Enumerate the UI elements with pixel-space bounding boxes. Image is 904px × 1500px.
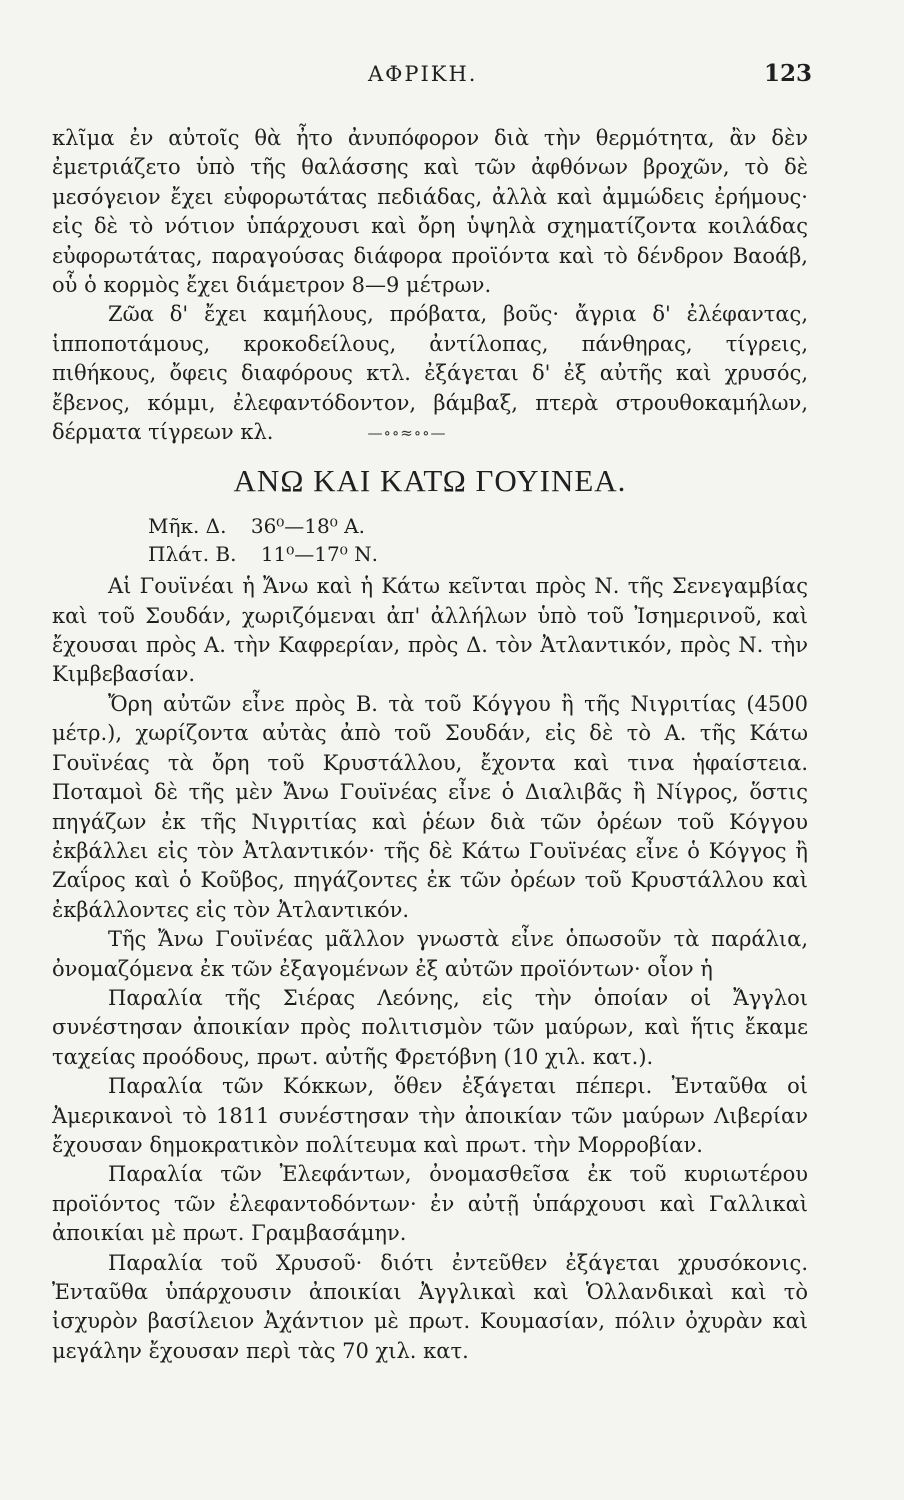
running-head: ΑΦΡΙΚΗ. <box>368 62 478 86</box>
paragraph-animals <box>52 300 808 448</box>
paragraph-mountains-rivers: Ὄρη αὐτῶν εἶνε πρὸς Β. τὰ τοῦ Κόγγου ἢ τῆς Νιγριτίας (4500 μέτρ.), χωρίζοντα αὐτὰς ἀπὸ τοῦ Σουδάν, εἰς δὲ τὸ Α. τῆς Κάτω Γουϊνέας τὰ ὄρη τοῦ Κρυστάλλου, ἔχοντα καὶ τινα ἡφαίστεια. Ποταμοὶ δὲ τῆς μὲν Ἄνω Γουϊνέας εἶνε ὁ Διαλιβᾶς ἢ Νίγρος, ὅστις πηγάζων ἐκ τῆς Νιγριτίας καὶ ῥέων διὰ τῶν ὀρέων τοῦ Κόγγου ἐκβάλλει εἰς τὸν Ἀτλαντικόν· τῆς δὲ Κάτω Γουϊνέας εἶνε ὁ Κόγγος ἢ Ζαΐρος καὶ ὁ Κοῦβος, πηγάζοντες ἐκ τῶν ὀρέων τοῦ Κρυστάλλου καὶ ἐκβάλλοντες εἰς τὸν Ἀτλαντικόν. <box>52 691 808 922</box>
paragraph-sierra-leone: Παραλία τῆς Σιέρας Λεόνης, εἰς τὴν ὁποίαν οἱ Ἄγγλοι συνέστησαν ἀποικίαν πρὸς πολιτισμὸν τῶν μαύρων, καὶ ἥτις ἔκαμε ταχείας προόδους, πρωτ. αὐτῆς Φρετόβνη (10 χιλ. κατ.). <box>52 985 808 1069</box>
section-ornament: —∘∘≈∘∘— <box>367 423 447 442</box>
page-header <box>100 62 812 102</box>
coordinates-latitude <box>148 540 808 568</box>
section-body <box>52 572 808 1366</box>
paragraph-gold-coast: Παραλία τοῦ Χρυσοῦ· διότι ἐντεῦθεν ἐξάγεται χρυσόκονις. Ἐνταῦθα ὑπάρχουσιν ἀποικίαι Ἀγγλικαὶ καὶ Ὁλλανδικαὶ καὶ τὸ ἰσχυρὸν βασίλειον Ἀχάντιον μὲ πρωτ. Κουμασίαν, πόλιν ὀχυρὰν καὶ μεγάλην ἔχουσαν περὶ τὰς 70 χιλ. κατ. <box>52 1250 808 1363</box>
longitude-label: Μῆκ. Δ. <box>148 514 227 539</box>
longitude-value: 36⁰—18⁰ Α. <box>250 514 365 539</box>
paragraph-ivory-coast: Παραλία τῶν Ἐλεφάντων, ὀνομασθεῖσα ἐκ τοῦ κυριωτέρου προϊόντος τῶν ἐλεφαντοδόντων· ἐν αὐτῇ ὑπάρχουσι καὶ Γαλλικαὶ ἀποικίαι μὲ πρωτ. Γραμβασάμην. <box>52 1162 808 1246</box>
paragraph-coasts-intro: Τῆς Ἄνω Γουϊνέας μᾶλλον γνωστὰ εἶνε ὁπωσοῦν τὰ παράλια, ὀνομαζόμενα ἐκ τῶν ἐξαγομένων ἐξ αὐτῶν προϊόντων· οἷον ἡ <box>52 927 808 981</box>
paragraph-location: Αἱ Γουϊνέαι ἡ Ἄνω καὶ ἡ Κάτω κεῖνται πρὸς Ν. τῆς Σενεγαμβίας καὶ τοῦ Σουδάν, χωριζόμεναι ἀπ' ἀλλήλων ὑπὸ τοῦ Ἰσημερινοῦ, καὶ ἔχουσαι πρὸς Α. τὴν Καφρερίαν, πρὸς Δ. τὸν Ἀτλαντικόν, πρὸς Ν. τὴν Κιμβεβασίαν. <box>52 574 808 687</box>
continuation-paragraph: κλῖμα ἐν αὐτοῖς θὰ ἦτο ἀνυπόφορον διὰ τὴν θερμότητα, ἂν δὲν ἐμετριάζετο ὑπὸ τῆς θαλάσσης καὶ τῶν ἀφθόνων βροχῶν, τὸ δὲ μεσόγειον ἔχει εὐφορωτάτας πεδιάδας, ἀλλὰ καὶ ἀμμώδεις ἐρήμους· εἰς δὲ τὸ νότιον ὑπάρχουσι καὶ ὄρη ὑψηλὰ σχηματίζοντα κοιλάδας εὐφορωτάτας, παραγούσας διάφορα προϊόντα καὶ τὸ δένδρον Βαοάβ, οὗ ὁ κορμὸς ἔχει διάμετρον 8—9 μέτρων. <box>52 126 808 298</box>
section-title: ΑΝΩ ΚΑΙ ΚΑΤΩ ΓΟΥΙΝΕΑ. <box>233 463 627 499</box>
paragraph-grain-coast: Παραλία τῶν Κόκκων, ὅθεν ἐξάγεται πέπερι. Ἐνταῦθα οἱ Ἀμερικανοὶ τὸ 1811 συνέστησαν τὴν ἀποικίαν τῶν μαύρων Λιβερίαν ἔχουσαν δημοκρατικὸν πολίτευμα καὶ πρωτ. τὴν Μορροβίαν. <box>52 1074 808 1157</box>
paragraph-animals-text: Ζῶα δ' ἔχει καμήλους, πρόβατα, βοῦς· ἄγρια δ' ἐλέφαντας, ἱπποποτάμους, κροκοδείλους, ἀντίλοπας, πάνθηρας, τίγρεις, πιθήκους, ὄφεις διαφόρους κτλ. ἐξάγεται δ' ἐξ αὐτῆς καὶ χρυσός, ἔβενος, κόμμι, ἐλεφαντόδοντον, βάμβαξ, πτερὰ στρουθοκαμήλων, δέρματα τίγρεων κλ. <box>52 302 808 445</box>
latitude-value: 11⁰—17⁰ Ν. <box>260 542 378 567</box>
body-text <box>52 124 808 1366</box>
latitude-label: Πλάτ. Β. <box>148 542 237 567</box>
page-number: 123 <box>763 60 812 87</box>
coordinates-longitude <box>148 512 808 540</box>
